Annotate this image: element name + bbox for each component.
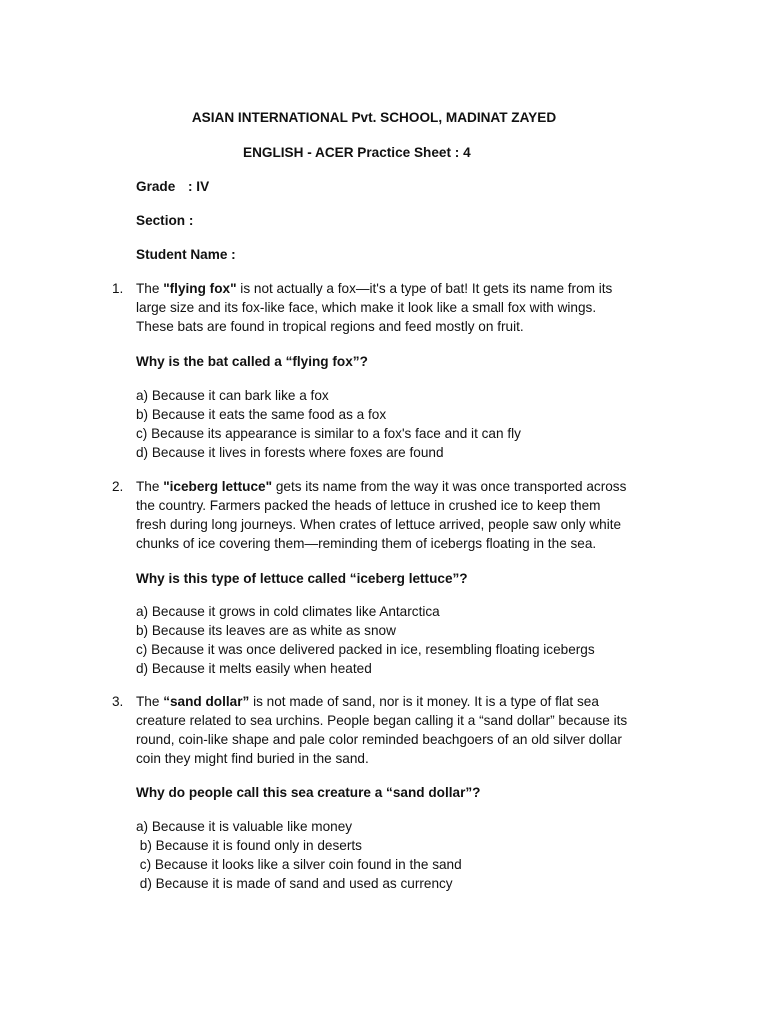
passage-line: The "iceberg lettuce" gets its name from the way it was once transported across [136, 479, 627, 494]
passage-line: The “sand dollar” is not made of sand, nor is it money. It is a type of flat sea [136, 694, 599, 709]
grade-row [136, 177, 209, 196]
question-passage [136, 692, 636, 768]
question-prompt: Why is the bat called a “flying fox”? [136, 354, 368, 369]
passage-line: the country. Farmers packed the heads of lettuce in crushed ice to keep them [136, 498, 601, 513]
question-prompt: Why do people call this sea creature a “sand dollar”? [136, 785, 481, 800]
passage-line: chunks of ice covering them—reminding them of icebergs floating in the sea. [136, 536, 597, 551]
answer-options [136, 817, 636, 893]
answer-option[interactable]: d) Because it melts easily when heated [136, 661, 372, 676]
question-passage [136, 279, 636, 336]
question-prompt: Why is this type of lettuce called “iceberg lettuce”? [136, 571, 468, 586]
answer-option[interactable]: b) Because its leaves are as white as snow [136, 623, 396, 638]
passage-line: creature related to sea urchins. People began calling it a “sand dollar” because its [136, 713, 628, 728]
grade-label: Grade [136, 179, 176, 194]
answer-option[interactable]: b) Because it is found only in deserts [136, 838, 362, 853]
question-number: 3. [112, 694, 124, 709]
answer-option[interactable]: c) Because its appearance is similar to a fox's face and it can fly [136, 426, 521, 441]
sheet-title: ENGLISH - ACER Practice Sheet : 4 [243, 145, 471, 160]
answer-option[interactable]: a) Because it grows in cold climates like Antarctica [136, 604, 440, 619]
question-number: 1. [112, 281, 124, 296]
answer-option[interactable]: a) Because it can bark like a fox [136, 388, 329, 403]
passage-line: The "flying fox" is not actually a fox—it's a type of bat! It gets its name from its [136, 281, 613, 296]
key-term: "iceberg lettuce" [163, 479, 273, 494]
question-number: 2. [112, 479, 124, 494]
answer-option[interactable]: d) Because it lives in forests where foxes are found [136, 445, 444, 460]
answer-options [136, 386, 636, 462]
passage-line: fresh during long journeys. When crates of lettuce arrived, people saw only white [136, 517, 622, 532]
passage-line: round, coin-like shape and pale color reminded beachgoers of an old silver dollar [136, 732, 622, 747]
answer-option[interactable]: c) Because it was once delivered packed in ice, resembling floating icebergs [136, 642, 595, 657]
passage-line: large size and its fox-like face, which make it look like a small fox with wings. [136, 300, 597, 315]
question-passage [136, 477, 636, 553]
answer-option[interactable]: c) Because it looks like a silver coin found in the sand [136, 857, 462, 872]
student-name-label: Student Name : [136, 247, 236, 262]
answer-option[interactable]: b) Because it eats the same food as a fox [136, 407, 387, 422]
answer-option[interactable]: d) Because it is made of sand and used as currency [136, 876, 453, 891]
answer-option[interactable]: a) Because it is valuable like money [136, 819, 353, 834]
school-title: ASIAN INTERNATIONAL Pvt. SCHOOL, MADINAT ZAYED [191, 110, 557, 125]
section-label: Section : [136, 213, 194, 228]
passage-line: coin they might find buried in the sand. [136, 751, 369, 766]
answer-options [136, 602, 636, 678]
key-term: “sand dollar” [163, 694, 250, 709]
key-term: "flying fox" [163, 281, 237, 296]
grade-value: : IV [188, 179, 210, 194]
passage-line: These bats are found in tropical regions and feed mostly on fruit. [136, 319, 524, 334]
